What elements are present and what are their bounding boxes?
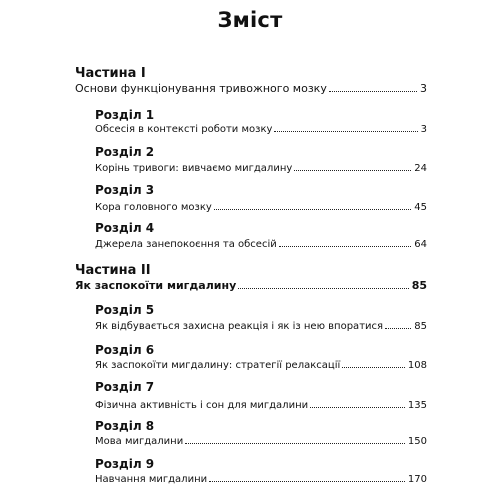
section-8-entry [95, 436, 427, 447]
section-6-label: Розділ 6 [95, 343, 155, 357]
section-1-page: 3 [420, 124, 427, 135]
section-2-label: Розділ 2 [95, 145, 155, 159]
section-3-label: Розділ 3 [95, 183, 155, 197]
section-3-page: 45 [414, 202, 427, 213]
section-3-title: Кора головного мозку [95, 202, 212, 213]
section-8-page: 150 [407, 436, 427, 447]
part-2-label: Частина II [75, 263, 151, 278]
dot-leader [329, 90, 417, 92]
dot-leader [310, 406, 405, 408]
dot-leader [385, 327, 411, 329]
section-9-label: Розділ 9 [95, 457, 155, 471]
section-4-label: Розділ 4 [95, 221, 155, 235]
section-7-title: Фізична активність і сон для мигдалини [95, 400, 309, 411]
dot-leader [185, 442, 405, 444]
dot-leader [238, 287, 408, 289]
part-2-title: Як заспокоїти мигдалину [75, 279, 237, 292]
section-9-entry [95, 474, 427, 485]
section-5-entry [95, 321, 427, 332]
section-6-page: 108 [407, 360, 427, 371]
dot-leader [209, 480, 405, 482]
section-5-label: Розділ 5 [95, 303, 155, 317]
section-7-label: Розділ 7 [95, 380, 155, 394]
section-4-title: Джерела занепокоєння та обсесій [95, 239, 277, 250]
section-2-page: 24 [414, 163, 427, 174]
part-1-page: 3 [420, 82, 427, 95]
part-2-page: 85 [411, 279, 427, 292]
section-1-entry [95, 124, 427, 135]
section-2-title: Корінь тривоги: вивчаємо мигдалину [95, 163, 293, 174]
section-8-title: Мова мигдалини [95, 436, 184, 447]
dot-leader [279, 245, 412, 247]
page-title: Зміст [217, 8, 283, 32]
section-9-page: 170 [407, 474, 427, 485]
dot-leader [274, 130, 417, 132]
section-8-label: Розділ 8 [95, 419, 155, 433]
section-1-label: Розділ 1 [95, 108, 155, 122]
dot-leader [294, 169, 411, 171]
section-2-entry [95, 163, 427, 174]
section-6-entry [95, 360, 427, 371]
section-3-entry [95, 202, 427, 213]
part-1-label: Частина I [75, 66, 146, 81]
section-4-page: 64 [414, 239, 427, 250]
section-5-title: Як відбувається захисна реакція і як із нею впоратися [95, 321, 384, 332]
section-1-title: Обсесія в контексті роботи мозку [95, 124, 273, 135]
section-7-entry [95, 400, 427, 411]
section-4-entry [95, 239, 427, 250]
dot-leader [342, 366, 405, 368]
section-7-page: 135 [407, 400, 427, 411]
part-1-title: Основи функціонування тривожного мозку [75, 82, 327, 95]
part-2-entry [75, 279, 427, 292]
dot-leader [214, 208, 411, 210]
section-9-title: Навчання мигдалини [95, 474, 208, 485]
section-5-page: 85 [414, 321, 427, 332]
section-6-title: Як заспокоїти мигдалину: стратегії релаксації [95, 360, 341, 371]
part-1-entry [75, 82, 427, 95]
